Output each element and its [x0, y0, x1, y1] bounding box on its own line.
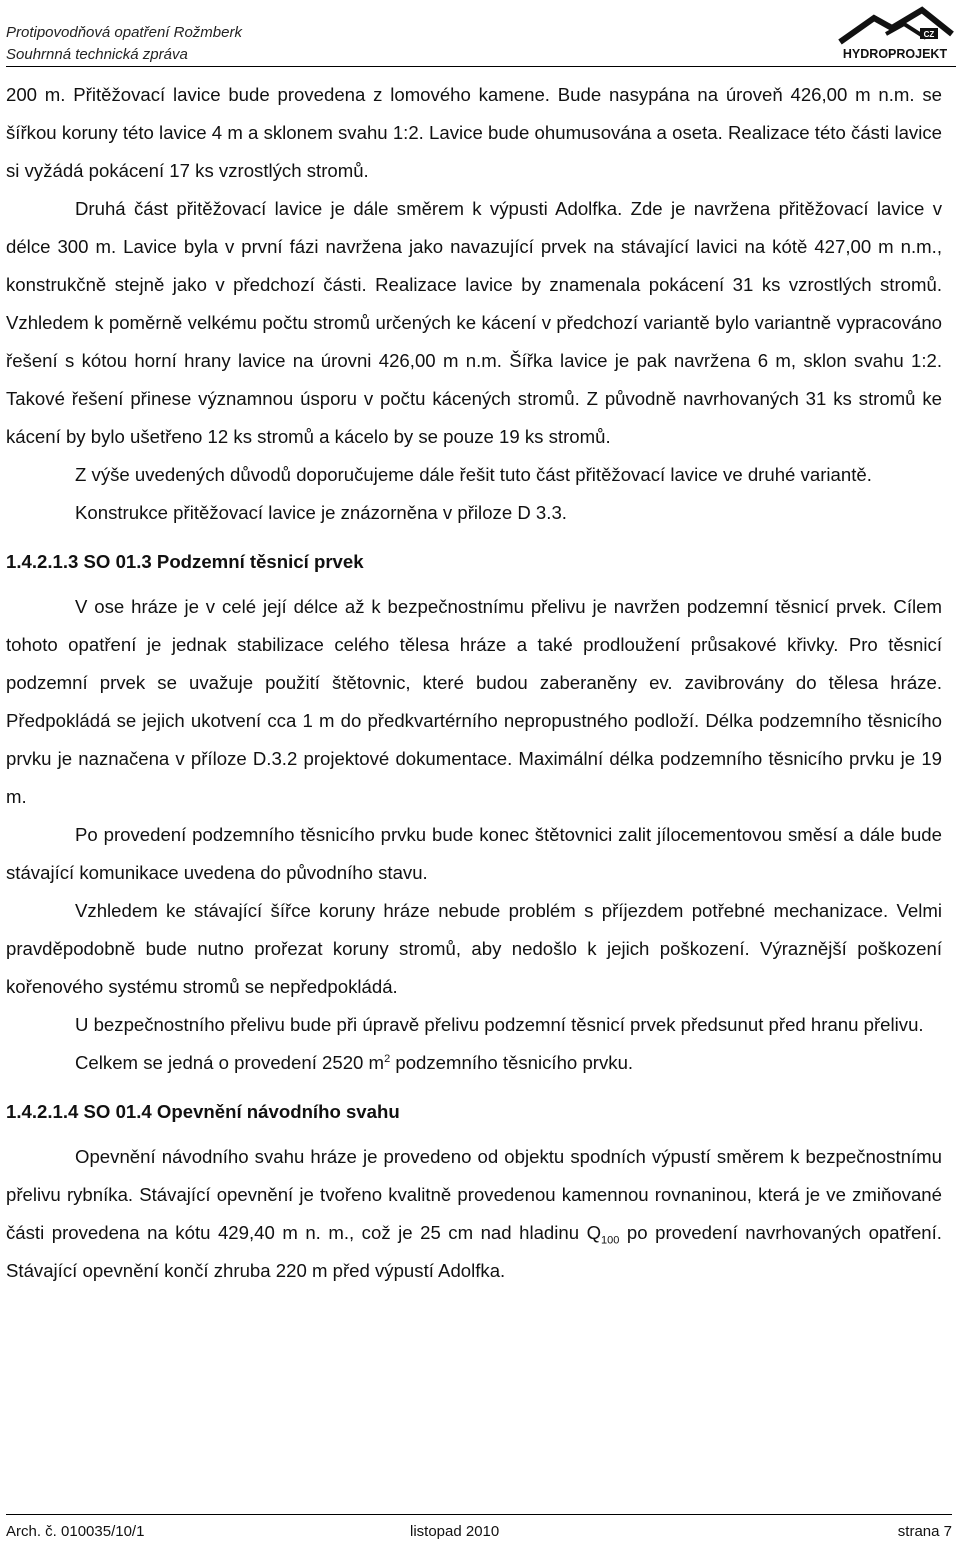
paragraph-ballast-second: Druhá část přitěžovací lavice je dále směrem k výpusti Adolfka. Zde je navržena přitěžovací lavice v délce 300 m. Lavice byla v první fázi navržena jako navazující prvek na stávající lavici na kótě 427,00 m n.m., konstrukčně stejně jako v předchozí části. Realizace lavice by znamenala pokácení 31 ks vzrostlých stromů. Vzhledem k poměrně velkému počtu stromů určených ke kácení v předchozí variantě bylo variantně vypracováno řešení s kótou horní hrany lavice na úrovni 426,00 m n.m. Šířka lavice je pak navržena 6 m, sklon svahu 1:2. Takové řešení přinese významnou úsporu v počtu kácených stromů. Z původně navrhovaných 31 ks stromů ke kácení by bylo ušetřeno 12 ks stromů a kácelo by se pouze 19 ks stromů.	[6, 198, 942, 447]
document-subtitle: Souhrnná technická zpráva	[6, 46, 188, 63]
superscript-2: 2	[384, 1052, 391, 1065]
total-area-text-end: podzemního těsnicího prvku.	[390, 1052, 634, 1073]
logo-cz: CZ	[923, 30, 935, 39]
slope-protection-text-end: po provedení navrhovaných opatření. Stávající opevnění končí zhruba 220 m před výpustí Adolfka.	[6, 1222, 942, 1281]
paragraph-sheet-piles: Po provedení podzemního těsnicího prvku bude konec štětovnici zalit jílocementovou směsí a dále bude stávající komunikace uvedena do původního stavu.	[6, 824, 942, 883]
hydroprojekt-logo	[834, 4, 956, 64]
footer-date: listopad 2010	[410, 1523, 500, 1540]
page-header	[6, 22, 956, 66]
paragraph-recommendation: Z výše uvedených důvodů doporučujeme dále řešit tuto část přitěžovací lavice ve druhé variantě.	[75, 464, 872, 485]
section-heading-so-01-4: 1.4.2.1.4 SO 01.4 Opevnění návodního svahu	[6, 1101, 400, 1122]
archive-number: Arch. č. 010035/10/1	[6, 1523, 145, 1540]
header-rule	[6, 66, 956, 67]
section-heading-so-01-3: 1.4.2.1.3 SO 01.3 Podzemní těsnicí prvek	[6, 551, 364, 572]
page-footer	[6, 1514, 952, 1540]
project-title: Protipovodňová opatření Rožmberk	[6, 24, 242, 41]
total-area-text: Celkem se jedná o provedení 2520 m	[75, 1052, 385, 1073]
subscript-100: 100	[601, 1234, 620, 1247]
paragraph-construction-ref: Konstrukce přitěžovací lavice je znázorněna v přiloze D 3.3.	[75, 502, 567, 523]
slope-protection-text: Opevnění návodního svahu hráze je provedeno od objektu spodních výpustí směrem k bezpečnostnímu přelivu rybníka. Stávající opevnění je tvořeno kvalitně provedenou kamennou rovnaninou, která je ve zmiňované části provedena na kótu 429,40 m n. m., což je 25 cm nad hladinu Q	[6, 1146, 942, 1243]
page-number: strana 7	[897, 1523, 952, 1540]
document-body	[6, 76, 942, 1290]
paragraph-total-area	[6, 1044, 942, 1082]
logo-wordmark: HYDROPROJEKT	[842, 47, 948, 61]
paragraph-spillway: U bezpečnostního přelivu bude při úpravě přelivu podzemní těsnicí prvek předsunut před hranu přelivu.	[75, 1014, 924, 1035]
paragraph-sealing-element: V ose hráze je v celé její délce až k bezpečnostnímu přelivu je navržen podzemní těsnicí prvek. Cílem tohoto opatření je jednak stabilizace celého tělesa hráze a také prodloužení průsakové křivky. Pro těsnicí podzemní prvek se uvažuje použití štětovnic, které budou zaberaněny ev. zavibrovány do tělesa hráze. Předpokládá se jejich ukotvení cca 1 m do předkvartérního nepropustného podloží. Délka podzemního těsnicího prvku je naznačena v příloze D.3.2 projektové dokumentace. Maximální délka podzemního těsnicího prvku je 19 m.	[6, 596, 942, 807]
paragraph-slope-protection	[6, 1138, 942, 1290]
paragraph-machinery: Vzhledem ke stávající šířce koruny hráze nebude problém s příjezdem potřebné mechanizace. Velmi pravděpodobně bude nutno prořezat koruny stromů, aby nedošlo k jejich poškození. Výraznější poškození kořenového systému stromů se nepředpokládá.	[6, 900, 942, 997]
paragraph-ballast-first: 200 m. Přitěžovací lavice bude provedena z lomového kamene. Bude nasypána na úroveň 426,00 m n.m. se šířkou koruny této lavice 4 m a sklonem svahu 1:2. Lavice bude ohumusována a oseta. Realizace této části lavice si vyžádá pokácení 17 ks vzrostlých stromů.	[6, 84, 942, 181]
